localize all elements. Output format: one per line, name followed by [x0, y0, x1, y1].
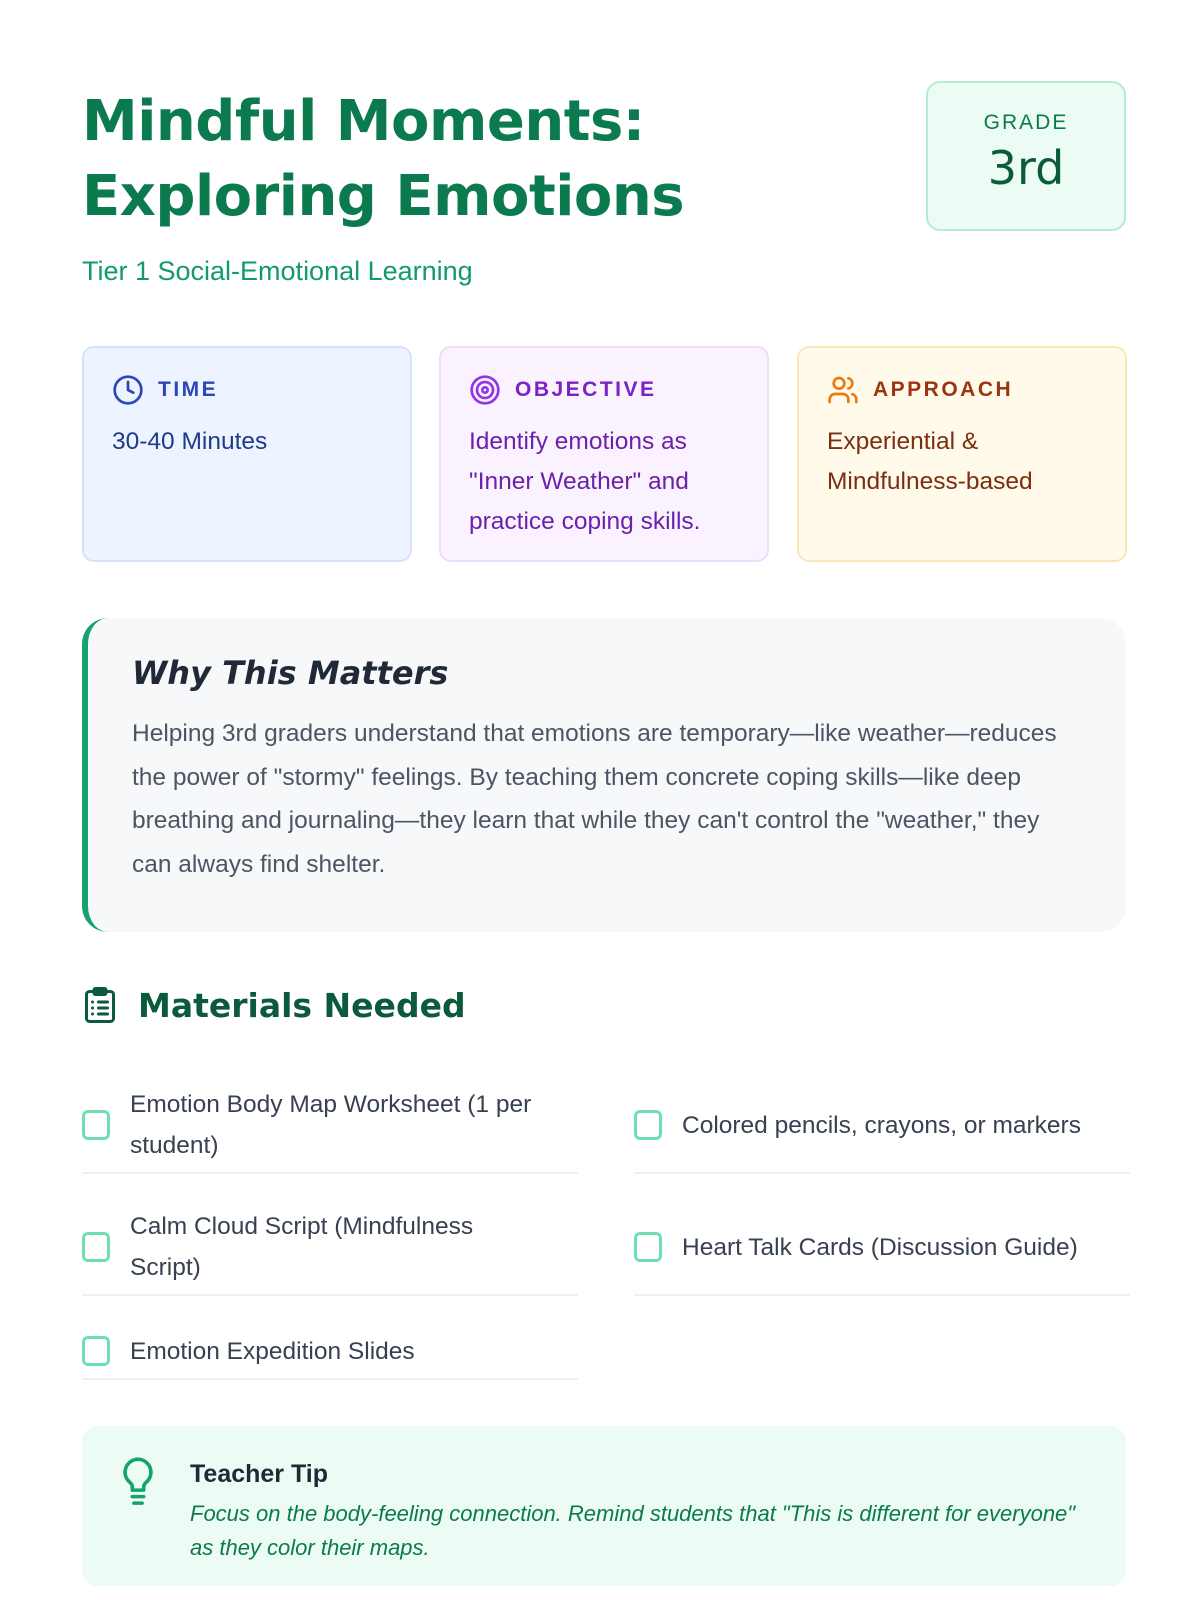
time-card-label: TIME: [158, 378, 219, 401]
material-checkbox[interactable]: [634, 1232, 662, 1262]
grade-value: 3rd: [987, 141, 1065, 195]
why-this-matters-title: Why This Matters: [132, 654, 449, 692]
time-card-text: 30-40 Minutes: [112, 428, 268, 455]
approach-card: [797, 346, 1127, 562]
why-this-matters-callout: [82, 618, 1126, 932]
material-label: Emotion Body Map Worksheet (1 per student): [130, 1091, 532, 1159]
objective-card: [439, 346, 769, 562]
page-title-line-2: Exploring Emotions: [82, 164, 685, 229]
material-item[interactable]: [634, 1200, 1130, 1296]
material-item[interactable]: [634, 1078, 1130, 1174]
material-item[interactable]: [82, 1324, 578, 1380]
approach-card-label: APPROACH: [873, 378, 1014, 401]
lightbulb-icon: [118, 1456, 158, 1508]
material-label: Heart Talk Cards (Discussion Guide): [682, 1233, 1078, 1261]
approach-card-header: [827, 374, 1097, 406]
objective-card-text: Identify emotions as "Inner Weather" and practice coping skills.: [469, 428, 701, 535]
page-subtitle: Tier 1 Social-Emotional Learning: [82, 256, 473, 286]
clipboard-icon: [82, 985, 118, 1025]
approach-card-text: Experiential & Mindfulness-based: [827, 428, 1033, 495]
grade-badge: [926, 81, 1126, 231]
page-header: [82, 84, 782, 287]
material-item[interactable]: [82, 1078, 578, 1174]
material-label: Calm Cloud Script (Mindfulness Script): [130, 1213, 474, 1281]
teacher-tip-callout: [82, 1426, 1126, 1586]
page-title-line-1: Mindful Moments:: [82, 89, 645, 154]
time-card-header: [112, 374, 382, 406]
material-checkbox[interactable]: [82, 1110, 110, 1140]
material-item[interactable]: [82, 1200, 578, 1296]
why-this-matters-text: Helping 3rd graders understand that emotions are temporary—like weather—reduces the power of "stormy" feelings. By teaching them concrete coping skills—like deep breathing and journaling—they learn that while they can't control the "weather," they can always find shelter.: [132, 720, 1057, 878]
materials-title: Materials Needed: [138, 985, 466, 1025]
material-label: Emotion Expedition Slides: [130, 1337, 415, 1365]
materials-header: [82, 985, 466, 1025]
target-icon: [469, 374, 501, 406]
material-checkbox[interactable]: [634, 1110, 662, 1140]
teacher-tip-title: Teacher Tip: [190, 1460, 329, 1488]
time-card: [82, 346, 412, 562]
material-checkbox[interactable]: [82, 1336, 110, 1366]
material-checkbox[interactable]: [82, 1232, 110, 1262]
page-title: [82, 84, 782, 234]
grade-label: GRADE: [983, 111, 1069, 134]
users-icon: [827, 374, 859, 406]
teacher-tip-body: [190, 1456, 1096, 1586]
objective-card-label: OBJECTIVE: [515, 378, 657, 401]
teacher-tip-text: Focus on the body-feeling connection. Remind students that "This is different for everyone" as they color their maps.: [190, 1501, 1076, 1560]
clock-icon: [112, 374, 144, 406]
objective-card-header: [469, 374, 739, 406]
material-label: Colored pencils, crayons, or markers: [682, 1111, 1081, 1139]
